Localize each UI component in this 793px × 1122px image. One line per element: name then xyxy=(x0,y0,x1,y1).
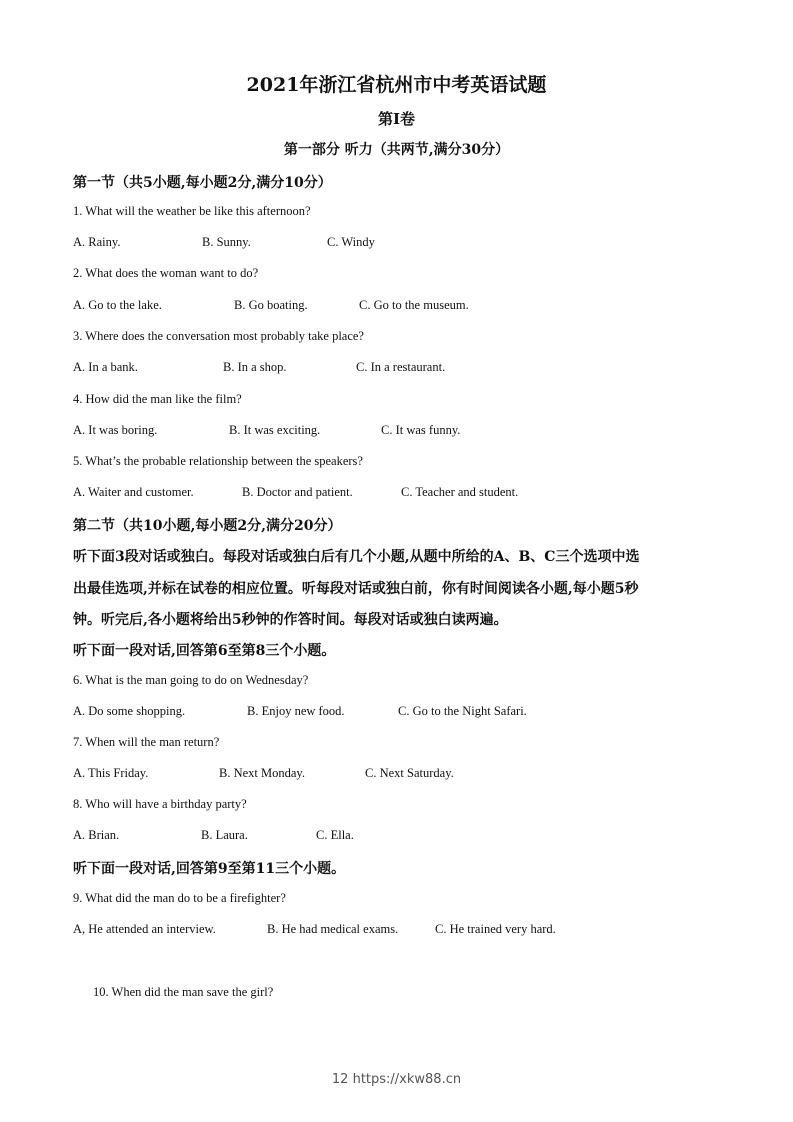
q2-option-b: B. Go boating. xyxy=(234,298,308,312)
q5-option-a: A. Waiter and customer. xyxy=(73,485,194,499)
q9-option-c: C. He trained very hard. xyxy=(435,922,556,936)
q8-option-a: A. Brian. xyxy=(73,828,120,842)
q7-option-b: B. Next Monday. xyxy=(219,766,305,780)
q5-option-c: C. Teacher and student. xyxy=(401,485,519,499)
q4-option-b: B. It was exciting. xyxy=(229,423,321,437)
question-8: 8. Who will have a birthday party? xyxy=(73,797,247,811)
section2-instruction-line-1: 听下面3段对话或独白。每段对话或独白后有几个小题,从题中所给的A、B、C三个选项中选 xyxy=(73,549,640,565)
q7-option-a: A. This Friday. xyxy=(73,766,149,780)
volume-label: 第Ⅰ卷 xyxy=(377,110,416,128)
q4-option-a: A. It was boring. xyxy=(73,423,158,437)
q3-option-b: B. In a shop. xyxy=(223,360,287,374)
dialog2-heading: 听下面一段对话,回答第9至第11三个小题。 xyxy=(73,861,346,877)
q9-option-a: A, He attended an interview. xyxy=(73,922,216,936)
q7-option-c: C. Next Saturday. xyxy=(365,766,454,780)
dialog1-heading: 听下面一段对话,回答第6至第8三个小题。 xyxy=(73,643,336,659)
question-3: 3. Where does the conversation most probably take place? xyxy=(73,329,364,343)
question-6: 6. What is the man going to do on Wednesday? xyxy=(73,673,309,687)
q3-option-c: C. In a restaurant. xyxy=(356,360,446,374)
q5-option-b: B. Doctor and patient. xyxy=(242,485,353,499)
exam-title: 2021年浙江省杭州市中考英语试题 xyxy=(246,74,547,96)
part1-heading: 第一部分 听力（共两节,满分30分） xyxy=(283,142,510,158)
question-7: 7. When will the man return? xyxy=(73,735,220,749)
question-5: 5. What’s the probable relationship between the speakers? xyxy=(73,454,363,468)
question-9: 9. What did the man do to be a firefighter? xyxy=(73,891,286,905)
section2-instruction-line-3: 钟。听完后,各小题将给出5秒钟的作答时间。每段对话或独白读两遍。 xyxy=(73,612,508,628)
section2-heading: 第二节（共10小题,每小题2分,满分20分） xyxy=(73,518,342,534)
q2-option-a: A. Go to the lake. xyxy=(73,298,162,312)
section2-instruction-line-2: 出最佳选项,并标在试卷的相应位置。听每段对话或独白前，你有时间阅读各小题,每小题5秒 xyxy=(73,581,639,597)
q9-option-b: B. He had medical exams. xyxy=(267,922,399,936)
q1-option-b: B. Sunny. xyxy=(202,235,251,249)
q8-option-b: B. Laura. xyxy=(201,828,248,842)
q6-option-a: A. Do some shopping. xyxy=(73,704,186,718)
question-4: 4. How did the man like the film? xyxy=(73,392,242,406)
q2-option-c: C. Go to the museum. xyxy=(359,298,469,312)
q6-option-c: C. Go to the Night Safari. xyxy=(398,704,527,718)
q3-option-a: A. In a bank. xyxy=(73,360,138,374)
page-footer: 12 https://xkw88.cn xyxy=(331,1072,462,1087)
q8-option-c: C. Ella. xyxy=(316,828,354,842)
q1-option-c: C. Windy xyxy=(327,235,375,249)
question-2: 2. What does the woman want to do? xyxy=(73,266,259,280)
section1-heading: 第一节（共5小题,每小题2分,满分10分） xyxy=(73,175,332,191)
q4-option-c: C. It was funny. xyxy=(381,423,461,437)
question-10: 10. When did the man save the girl? xyxy=(93,985,274,999)
q1-option-a: A. Rainy. xyxy=(73,235,121,249)
question-1: 1. What will the weather be like this afternoon? xyxy=(73,204,311,218)
q6-option-b: B. Enjoy new food. xyxy=(247,704,345,718)
